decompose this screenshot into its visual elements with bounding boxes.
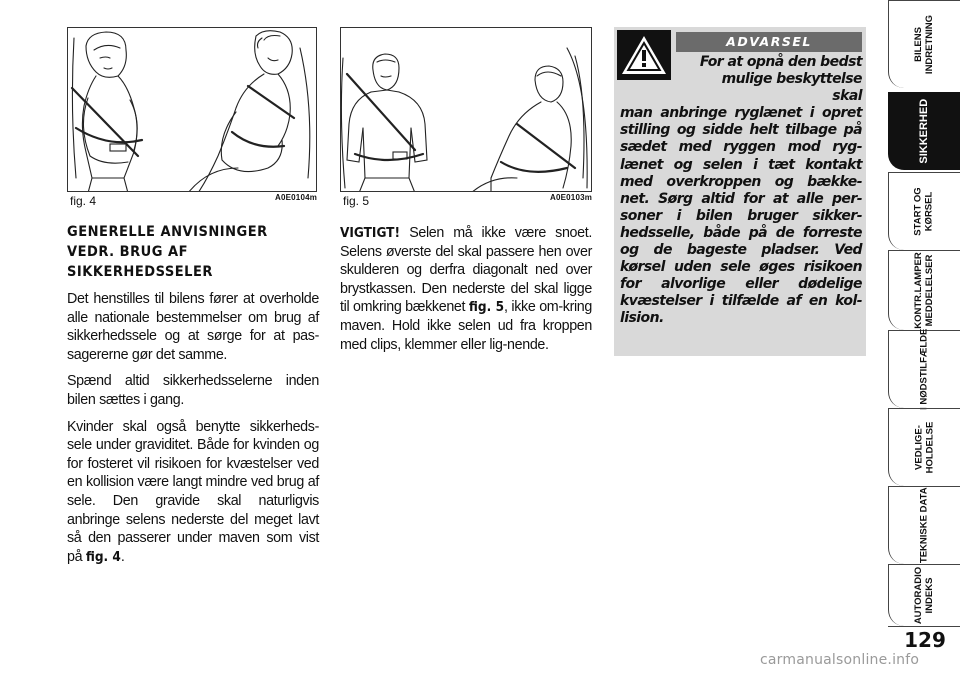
figure-5-illustration <box>341 28 592 192</box>
warning-first-line: For at opnå den bedst mulige beskyttelse skal <box>699 54 862 105</box>
tab-label-line: KONTR.LAMPER <box>913 252 924 329</box>
tab-label-line: INDRETNING <box>923 14 935 75</box>
tab-bilens-indretning[interactable] <box>888 0 960 88</box>
important-text-b: , ikke om-kring maven. Hold ikke selen ud fra kroppen med clips, klemmer eller lig-nende. <box>340 299 593 353</box>
section-heading-line: VEDR. BRUG AF <box>67 244 188 260</box>
section-heading-line: GENERELLE ANVISNINGER <box>67 224 268 240</box>
tab-label <box>914 187 935 235</box>
left-column <box>67 222 319 574</box>
tab-label-line: MEDDELELSER <box>923 254 935 327</box>
watermark: carmanualsonline.info <box>760 652 920 668</box>
tab-kontrollamper[interactable] <box>888 250 960 330</box>
tab-label-line: BILENS <box>913 27 924 62</box>
tab-start-og-korsel[interactable] <box>888 172 960 250</box>
tab-label <box>914 252 935 329</box>
important-text-a: Selen må ikke være snoet. Selens øverste del skal passere hen over skulderen og derfra diagonalt ned over brystkassen. Den nederste del skal ligge til omkring bækkenet <box>340 225 592 316</box>
tab-label <box>919 488 930 564</box>
paragraph-important <box>340 224 592 354</box>
tab-bottom-rule <box>888 626 960 627</box>
tab-label <box>914 422 935 474</box>
paragraph-pregnancy <box>67 418 319 567</box>
figure-5 <box>340 27 592 192</box>
paragraph-fasten: Spænd altid sikkerhedsselerne inden bilen sættes i gang. <box>67 373 319 408</box>
warning-title: ADVARSEL <box>676 32 862 52</box>
figure-4-illustration <box>68 28 317 192</box>
tab-label-line: I NØDSTILFÆLDE <box>918 328 930 411</box>
tab-tekniske-data[interactable] <box>888 486 960 564</box>
warning-body: man anbringe ryglænet i opret stilling og sidde helt tilbage på sædet med ryggen mod ryg-lænet og selen i tæt kontakt med overkroppen og bække-net. Sørg altid for at alle per-soner i bilen bruger sikker-hedsselle, både på de forreste og de bageste pladser. Ved kørsel uden sele øges risikoen for alvorlige eller dødelige kvæstelser i tilfælde af en kol-lision. <box>620 105 862 327</box>
figure-5-code: A0E0103m <box>550 193 593 202</box>
tab-label <box>914 567 935 624</box>
tab-label-line: AUTORADIO <box>912 566 924 625</box>
tab-label <box>919 329 930 410</box>
tab-vedligeholdelse[interactable] <box>888 408 960 486</box>
tab-autoradio-indeks[interactable] <box>888 564 960 626</box>
warning-text <box>620 54 862 328</box>
section-heading-line: SIKKERHEDSSELER <box>67 264 213 280</box>
figure-5-caption: fig. 5 <box>343 194 370 208</box>
paragraph-laws: Det henstilles til bilens fører at overholde alle nationale bestemmelser om brug af sikkerhedssele og at sørge for at pas-sagererne gør det samme. <box>67 291 319 363</box>
figure-4-code: A0E0104m <box>275 193 318 202</box>
tab-label-line: INDEKS <box>923 577 935 614</box>
tab-label-line: SIKKERHED <box>918 99 931 164</box>
paragraph-end: . <box>120 548 125 565</box>
middle-column <box>340 224 592 362</box>
tab-label <box>914 15 935 74</box>
paragraph-pregnancy-text: Kvinder skal også benytte sikkerheds-sele under graviditet. Både for kvinden og for fosteret vil risikoen for kvæstelser ved en kollision være langt mindre ved brug af sele. Den gravide skal naturligvis anbringe selens nederste del meget lavt så den passerer under maven som vist på <box>67 418 319 565</box>
section-heading <box>67 222 319 282</box>
important-lead: VIGTIGT! <box>340 225 400 241</box>
tab-label-line: VEDLIGE- <box>912 425 924 470</box>
tab-label-line: HOLDELSE <box>923 421 935 474</box>
figure-4-reference[interactable]: fig. 4 <box>85 548 121 565</box>
tab-i-nodstilfaelde[interactable] <box>888 328 960 411</box>
page-number: 129 <box>904 628 946 652</box>
tab-label <box>919 99 930 164</box>
figure-4-caption: fig. 4 <box>70 194 97 208</box>
figure-4 <box>67 27 317 192</box>
tab-label-line: KØRSEL <box>923 191 935 232</box>
figure-5-reference[interactable]: fig. 5 <box>468 299 505 316</box>
tab-label-line: START OG <box>912 187 924 236</box>
tab-sikkerhed[interactable] <box>888 92 960 170</box>
tab-label-line: TEKNISKE DATA <box>918 487 930 564</box>
